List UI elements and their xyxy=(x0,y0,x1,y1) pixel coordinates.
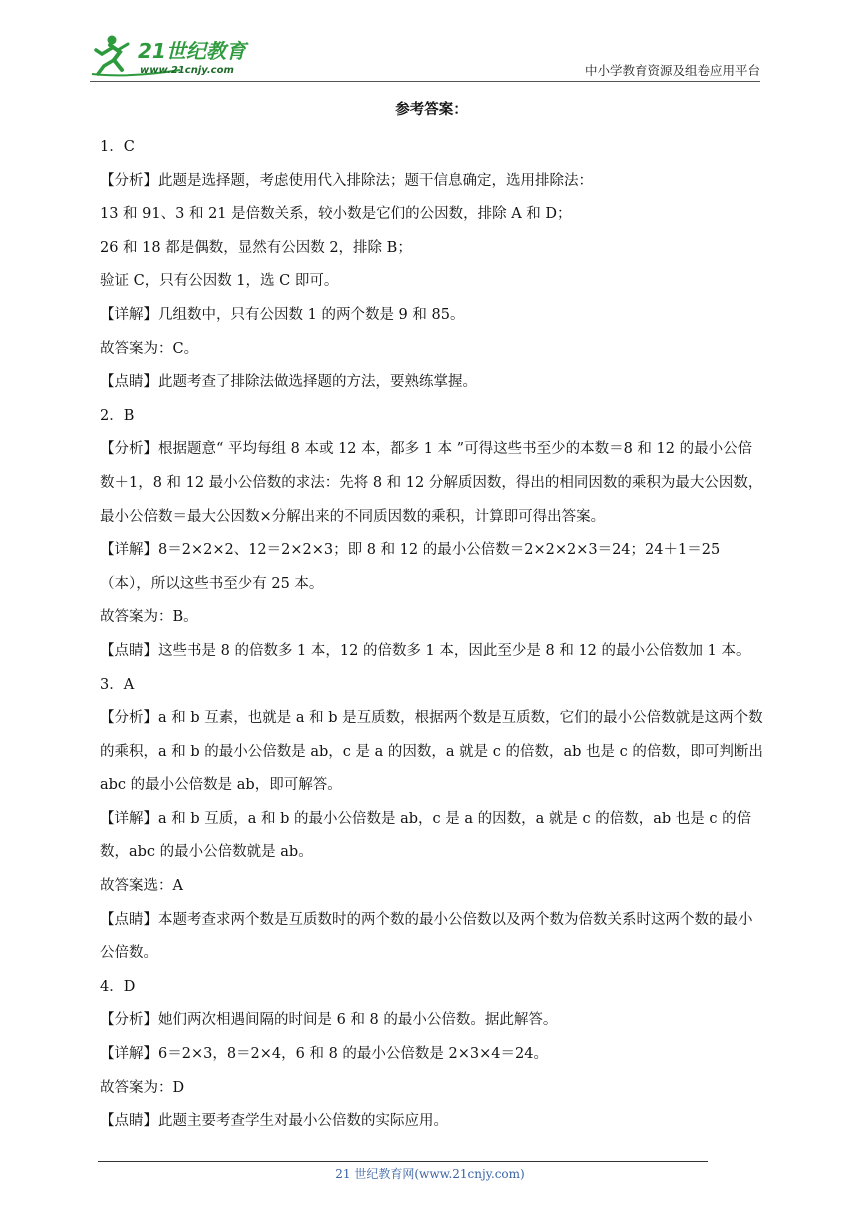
answer-paragraph: 【详解】6＝2×3，8＝2×4，6 和 8 的最小公倍数是 2×3×4＝24。 xyxy=(100,1046,548,1063)
answer-paragraph: 【分析】根据题意“ 平均每组 8 本或 12 本，都多 1 本 ”可得这些书至少的本数＝8 和 12 的最小公倍数＋1，8 和 12 最小公倍数的求法：先将 8 和 12 分解质因数，得出的相同因数的乘积为最大公因数，最小公倍数＝最大公因数×分解出来的不同质因数的乘积，计算即可得出答案。 xyxy=(100,441,763,525)
answer-paragraph: 【分析】a 和 b 互素，也就是 a 和 b 是互质数，根据两个数是互质数，它们的最小公倍数就是这两个数的乘积，a 和 b 的最小公倍数是 ab，c 是 a 的因数，a 就是 c 的倍数，ab 也是 c 的倍数，即可判断出 abc 的最小公倍数是 ab，即可解答。 xyxy=(100,710,763,794)
answer-number: 4．D xyxy=(100,978,136,995)
answer-block xyxy=(100,971,763,1139)
page-title: 参考答案： xyxy=(395,101,468,118)
answer-paragraph: 【点睛】此题主要考查学生对最小公倍数的实际应用。 xyxy=(100,1113,448,1130)
answer-list xyxy=(100,131,763,1139)
header-divider xyxy=(90,81,760,82)
answer-paragraph: 故答案为：D xyxy=(100,1079,185,1096)
answer-paragraph: 故答案为：C。 xyxy=(100,340,199,357)
answer-paragraph: 故答案选：A xyxy=(100,878,183,895)
answer-paragraph: 故答案为：B。 xyxy=(100,609,198,626)
answer-paragraph: 【点睛】这些书是 8 的倍数多 1 本，12 的倍数多 1 本，因此至少是 8 和 12 的最小公倍数加 1 本。 xyxy=(100,642,751,659)
answer-content xyxy=(100,99,763,1139)
answer-paragraph: 26 和 18 都是偶数，显然有公因数 2，排除 B； xyxy=(100,239,412,256)
footer-text: 21 世纪教育网(www.21cnjy.com) xyxy=(335,1167,525,1181)
answer-paragraph: 验证 C，只有公因数 1，选 C 即可。 xyxy=(100,273,339,290)
answer-block xyxy=(100,669,763,971)
answer-paragraph: 【分析】此题是选择题，考虑使用代入排除法；题干信息确定，选用排除法： xyxy=(100,172,593,189)
answer-paragraph: 【点睛】本题考查求两个数是互质数时的两个数的最小公倍数以及两个数为倍数关系时这两个数的最小公倍数。 xyxy=(100,911,753,962)
answer-paragraph: 13 和 91、3 和 21 是倍数关系，较小数是它们的公因数，排除 A 和 D； xyxy=(100,206,572,223)
platform-name: 中小学教育资源及组卷应用平台 xyxy=(584,63,760,78)
answer-paragraph: 【分析】她们两次相遇间隔的时间是 6 和 8 的最小公倍数。据此解答。 xyxy=(100,1012,558,1029)
answer-number: 1．C xyxy=(100,139,135,155)
logo-21cnjy xyxy=(90,30,270,80)
answer-number: 3．A xyxy=(100,676,135,693)
answer-block xyxy=(100,400,763,669)
answer-number: 2．B xyxy=(100,407,135,424)
footer-divider xyxy=(98,1161,708,1162)
answer-paragraph: 【详解】几组数中，只有公因数 1 的两个数是 9 和 85。 xyxy=(100,306,465,323)
logo-url-text: www.21cnjy.com xyxy=(140,65,234,76)
answer-paragraph: 【详解】a 和 b 互质，a 和 b 的最小公倍数是 ab，c 是 a 的因数，a 就是 c 的倍数，ab 也是 c 的倍数，abc 的最小公倍数就是 ab。 xyxy=(100,810,752,861)
answer-paragraph: 【详解】8＝2×2×2、12＝2×2×3；即 8 和 12 的最小公倍数＝2×2×2×3＝24；24＋1＝25（本），所以这些书至少有 25 本。 xyxy=(100,542,721,592)
answer-block xyxy=(100,131,763,400)
logo-text: 21世纪教育 xyxy=(138,39,246,63)
answer-paragraph: 【点睛】此题考查了排除法做选择题的方法，要熟练掌握。 xyxy=(100,374,477,391)
page-header xyxy=(90,30,760,82)
